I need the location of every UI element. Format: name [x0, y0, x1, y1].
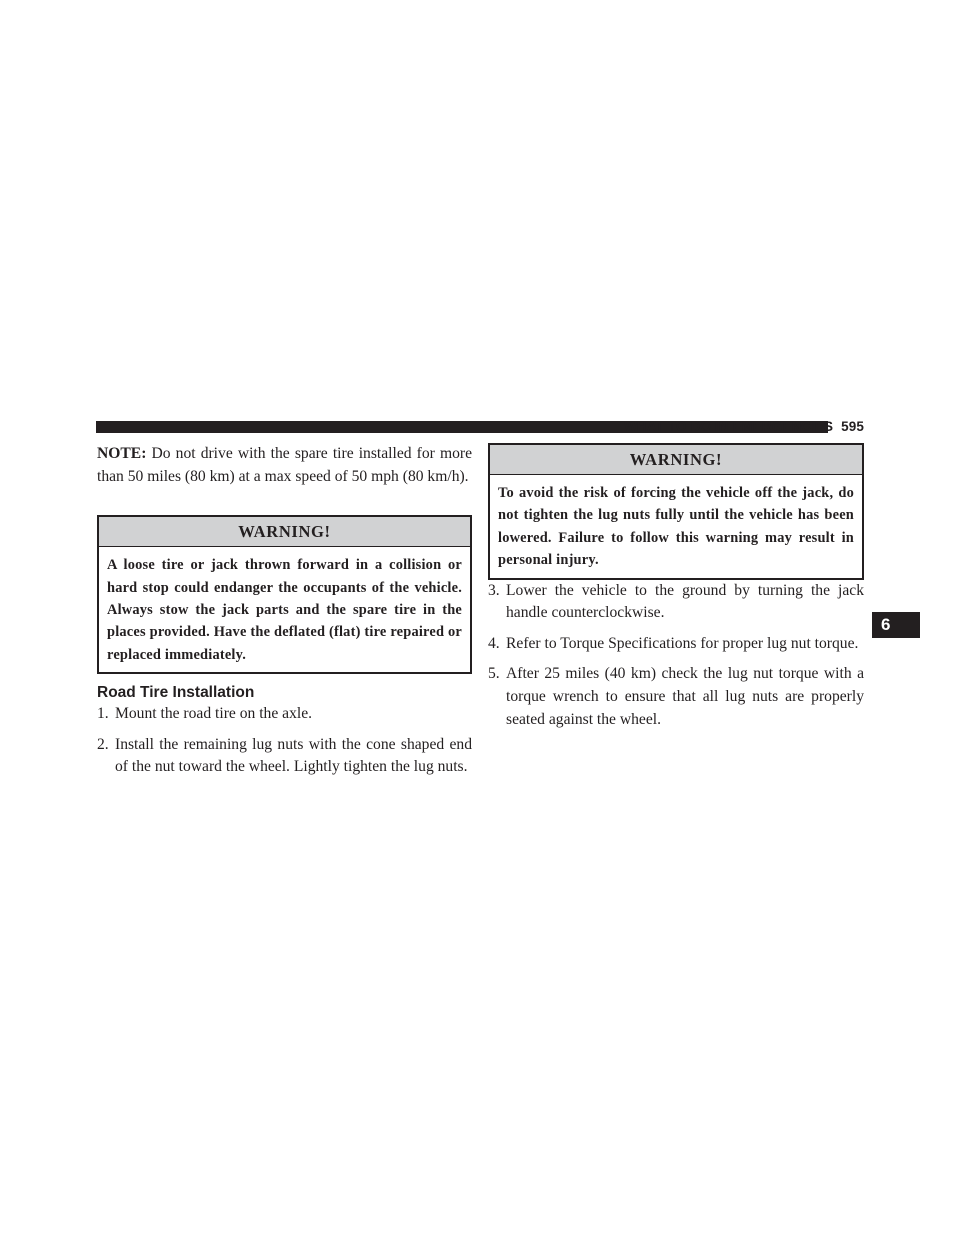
warning-title: WARNING! — [490, 445, 862, 475]
warning-box-right — [488, 443, 864, 580]
note-text: Do not drive with the spare tire installed for more than 50 miles (80 km) at a max speed of 50 mph (80 km/h). — [97, 445, 472, 485]
list-item — [488, 580, 864, 625]
step-text: After 25 miles (40 km) check the lug nut torque with a torque wrench to ensure that all lug nuts are properly seated against the wheel. — [506, 665, 864, 728]
list-item — [97, 703, 472, 726]
page-number: 595 — [841, 419, 864, 434]
steps-list-right — [488, 580, 864, 732]
step-text: Refer to Torque Specifications for proper lug nut torque. — [506, 634, 859, 652]
step-number: 2. — [97, 735, 109, 753]
step-number: 1. — [97, 705, 109, 723]
right-column — [488, 443, 864, 731]
warning-title: WARNING! — [99, 517, 470, 547]
step-text: Mount the road tire on the axle. — [115, 705, 313, 723]
section-title: WHAT TO DO IN EMERGENCIES — [624, 419, 834, 434]
step-number: 3. — [488, 581, 500, 599]
step-number: 4. — [488, 634, 500, 652]
note-paragraph — [97, 443, 472, 488]
list-item — [488, 663, 864, 731]
left-column — [97, 443, 472, 779]
warning-box-left — [97, 515, 472, 674]
list-item — [488, 633, 864, 656]
running-header — [624, 418, 864, 436]
warning-body: To avoid the risk of forcing the vehicle off the jack, do not tighten the lug nuts fully until the vehicle has been lowered. Failure to follow this warning may result in personal injury. — [498, 485, 854, 569]
list-item — [97, 734, 472, 779]
step-text: Install the remaining lug nuts with the cone shaped end of the nut toward the wheel. Lightly tighten the lug nuts. — [115, 735, 472, 776]
step-text: Lower the vehicle to the ground by turning the jack handle counterclockwise. — [506, 581, 864, 622]
section-heading: Road Tire Installation — [97, 684, 255, 702]
note-label: NOTE: — [97, 445, 147, 462]
step-number: 5. — [488, 665, 500, 683]
steps-list-left — [97, 703, 472, 779]
chapter-tab: 6 — [872, 612, 920, 638]
warning-body: A loose tire or jack thrown forward in a collision or hard stop could endanger the occupants of the vehicle. Always stow the jack parts and the spare tire in the places provided. Have the deflated (flat) tire repaired or replaced immediately. — [107, 557, 462, 663]
